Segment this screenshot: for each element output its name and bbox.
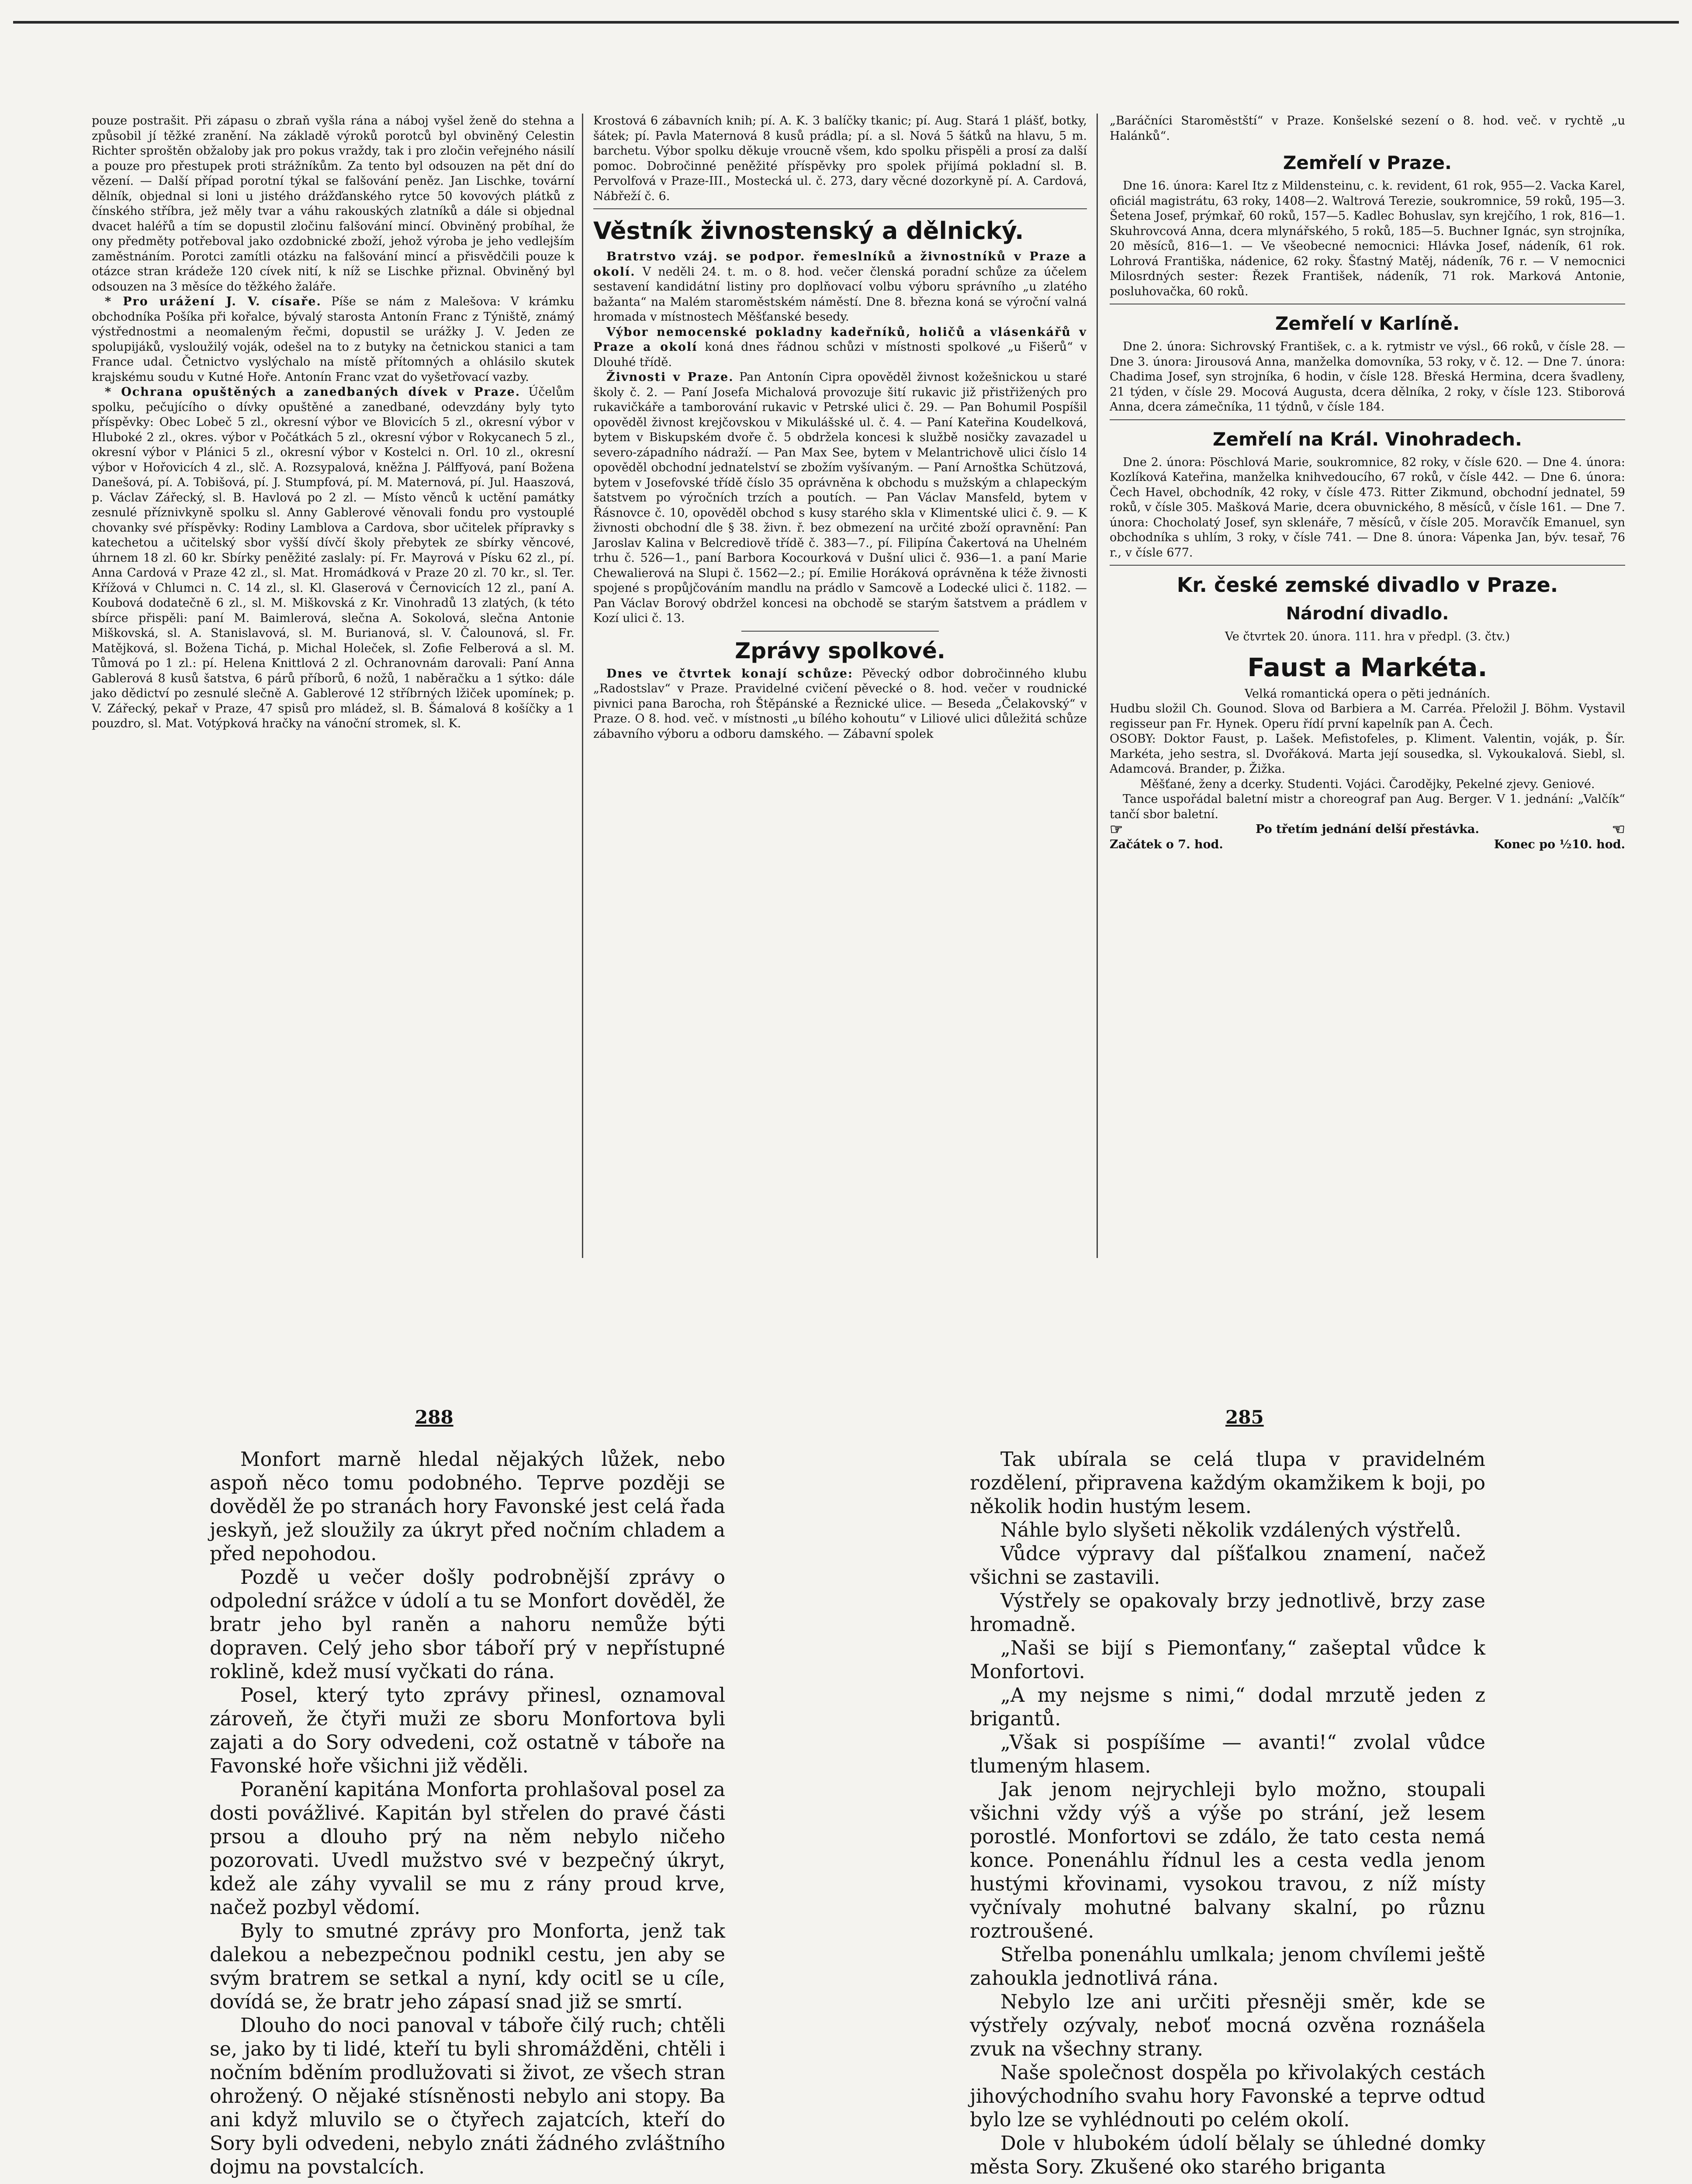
novel-paragraph: Naše společnost dospěla po křivolakých cestách jihovýchodního svahu hory Favonské a teprve odtud bylo lze se vyhlédnouti po celém okolí. <box>970 2062 1485 2131</box>
article-heading: Dnes ve čtvrtek konají schůze: <box>606 667 853 681</box>
theatre-desc: Velká romantická opera o pěti jednáních. <box>1244 687 1491 701</box>
theatre-cast: OSOBY: Doktor Faust, p. Lašek. Mefistofeles, p. Kliment. Valentin, voják, p. Šír. Markéta, jeho sestra, sl. Dvořáková. Marta její sousedka, sl. Vykoukalová. Siebl, sl. Adamcová. Brander, p. Žižka. <box>1110 732 1625 776</box>
theatre-credits: Hudbu složil Ch. Gounod. Slova od Barbiera a M. Carréa. Přeložil J. Böhm. Vystavil regisseur pan Fr. Hynek. Operu řídí první kapelník pan A. Čech. <box>1110 702 1625 731</box>
theatre-end: Konec po ½10. hod. <box>1494 837 1625 851</box>
theatre-date: Ve čtvrtek 20. února. 111. hra v předpl. (3. čtv.) <box>1225 630 1510 643</box>
article-paragraph <box>1110 339 1625 415</box>
novel-paragraph: Dlouho do noci panoval v táboře čilý ruch; chtěli se, jako by ti lidé, kteří tu byli shromážděni, chtěli i nočním bděním prodlužovati si život, ze všech stran ohrožený. O nějaké stísněnosti nebylo ani stopy. Ba ani když mluvilo se o čtyřech zajatcích, kteří do Sory byli odvedeni, nebylo znáti žádného zvláštního dojmu na povstalcích. <box>210 2015 725 2178</box>
novel-paragraph: Pozdě u večer došly podrobnější zprávy o odpolední srážce v údolí a tu se Monfort dověděl, že bratr jeho byl raněn a nahoru nemůže býti dopraven. Celý jeho sbor táboří prý v nepřístupné roklině, kdež musí vyčkati do rána. <box>210 1566 725 1683</box>
divider <box>741 631 939 632</box>
novel-paragraph: „Však si pospíšíme — avanti!“ zvolal vůdce tlumeným hlasem. <box>970 1731 1485 1777</box>
divider <box>593 208 1087 209</box>
novel-paragraph: Byly to smutné zprávy pro Monforta, jenž tak dalekou a nebezpečnou podnikl cestu, jen aby se svým bratrem se setkal a nyní, kdy ocitl se u cíle, dovídá se, že bratr jeho zápasí snad již se smrtí. <box>210 1920 725 2013</box>
theatre-play: Faust a Markéta. <box>1247 652 1488 682</box>
theatre-start: Začátek o 7. hod. <box>1110 837 1223 851</box>
article-text: Krostová 6 zábavních knih; pí. A. K. 3 balíčky tkanic; pí. Aug. Stará 1 plášť, botky, šátek; pí. Pavla Maternová 8 kusů prádla; pí. a sl. Nová 5 šátků na hlavu, 5 m. barchetu. Výbor spolku děkuje vroucně všem, kdo spolku přispěli a prosí za další pomoc. Dobročinné peněžité příspěvky pro spolek přijímá pokladní sl. B. Pervolfová v Praze-III., Mostecká ul. č. 273, dary věcné dozorkyně pí. A. Cardová, Nábřeží č. 6. <box>593 114 1087 203</box>
novel-paragraph: Poranění kapitána Monforta prohlašoval posel za dosti povážlivé. Kapitán byl střelen do pravé části prsou a dlouho prý na něm nebylo ničeho pozorovati. Uvedl mužstvo své v bezpečný úkryt, kdež ale záhy vyvalil se mu z rány proud krve, načež pozbyl vědomí. <box>210 1779 725 1919</box>
theatre-times <box>1110 837 1625 853</box>
novel-paragraph: Výstřely se opakovaly brzy jednotlivě, brzy zase hromadně. <box>970 1590 1485 1636</box>
column-divider <box>1097 114 1098 1258</box>
article-text: Pěvecký odbor dobročinného klubu „Radostslav“ v Praze. Pravidelné cvičení pěvecké o 8. hod. večer v roudnické pivnici pana Barocha, roh Štěpánské a Řeznické ulice. — Beseda „Čelakovský“ v Praze. O 8. hod. več. v místnosti „u bílého kohoutu“ v Liliové ulici důležitá schůze zábavního výboru a odboru damského. — Zábavní spolek <box>593 667 1087 741</box>
newspaper-section <box>92 114 1625 1258</box>
article-paragraph <box>1110 114 1625 144</box>
article-paragraph <box>593 114 1087 204</box>
article-text: Píše se nám z Malešova: V krámku obchodníka Pošíka při kořalce, bývalý starosta Antonín Franc z Týniště, známý výstřednostmi a neomaleným řečmi, dopustil se urážky J. V. Jeden ze spolupijáků, vysloužilý voják, odešel na to z butyky na četnickou stanici a tam France udal. Četnictvo vyslýchalo na místě přítomných a ohlásilo skutek krajskému soudu v Kutné Hoře. Antonín Franc vzat do vyšetřovací vazby. <box>92 295 574 384</box>
theatre-title: Kr. české zemské divadlo v Praze. <box>1176 573 1558 597</box>
article-text: koná dnes řádnou schůzi v místnosti spolkové „u Fišerů“ v Dlouhé třídě. <box>593 340 1087 369</box>
top-rule <box>13 21 1679 24</box>
article-text: Pan Antonín Cipra opověděl živnost kožešnickou u staré školy č. 2. — Paní Josefa Michalová provozuje šití rukavic již přistřižených pro rukavičkáře a tamborování rukavic v Petrské ulici č. 29. — Pan Bohumil Pospíšil opověděl živnost krejčovskou v Mikulášské ul. č. 4. — Paní Kateřina Koudelková, bytem v Biskupském dvoře č. 5 obdržela koncesi k službě nosičky zavazadel u severo-západního nádraží. — Pan Max See, bytem v Melantrichově ulici číslo 14 opověděl obchodní jednatelství se zbožím vyšívaným. — Paní Arnoštka Schützová, bytem v Josefovské třídě číslo 35 oprávněna k obchodu s mužským a chlapeckým šatstvem po výročních trzích a poutích. — Pan Václav Mansfeld, bytem v Řásnovce č. 10, opověděl obchod s kusy starého skla v Klimentské ulici č. 9. — K živnosti obchodní dle § 38. živn. ř. bez obmezení na určité zboží opravnění: Pan Jaroslav Kalina v Belcrediově třídě č. 383—7., pí. Filipína Čakertová na Uhelném trhu č. 526—1., paní Barbora Kocourková v Dušní ulici č. 936—1. a paní Marie Chewalierová na Slupi č. 1562—2.; pí. Emilie Horáková oprávněna k téže živnosti spojené s propůjčováním mandlu na prádlo v Samcově a Lodecké ulici č. 1182. — Pan Václav Borový obdržel koncesi na obchodě se starým šatstvem a prádlem v Kozí ulici č. 13. <box>593 370 1087 625</box>
novel-paragraph: Jak jenom nejrychleji bylo možno, stoupali všichni vždy výš a výše po strání, jež lesem porostlé. Monfortovi se zdálo, že tato cesta nemá konce. Ponenáhlu řídnul les a cesta vedla jenom hustými křovinami, vysokou travou, z níž místy vyčnívaly mohutné balvany skalní, po různu roztroušené. <box>970 1779 1485 1942</box>
theatre-extras: Měšťané, ženy a dcerky. Studenti. Vojáci. Čarodějky, Pekelné zjevy. Geniové. <box>1140 777 1595 791</box>
section-title-vinohrady: Zemřelí na Král. Vinohradech. <box>1213 428 1522 450</box>
novel-paragraph: Střelba ponenáhlu umlkala; jenom chvílemi ještě zahoukla jednotlivá rána. <box>970 1944 1485 1990</box>
theatre-pause: Po třetím jednání delší přestávka. <box>1256 822 1479 836</box>
page-number-right: 285 <box>1225 1406 1264 1428</box>
novel-paragraph: Vůdce výpravy dal píšťalkou znamení, načež všichni se zastavili. <box>970 1543 1485 1589</box>
article-paragraph <box>593 370 1087 626</box>
novel-section <box>0 1406 1692 2184</box>
article-text: Dne 16. února: Karel Itz z Mildensteinu, c. k. revident, 61 rok, 955—2. Vacka Karel, oficiál magistrátu, 63 roky, 1408—2. Waltrová Terezie, soukromnice, 59 roků, 195—3. Šetena Josef, prýmkař, 60 roků, 157—5. Kadlec Bohuslav, syn krejčího, 1 rok, 816—1. Skuhrovcová Anna, dcera mlynářského, 5 roků, 185—5. Buchner Ignác, syn strojníka, 20 měsíců, 816—1. — Ve všeobecné nemocnici: Hlávka Josef, nádeník, 61 rok. Lohrová Františka, nádenice, 62 roky. Šťastný Matěj, nádeník, 76 r. — V nemocnici Milosrdných sester: Řezek František, nádeník, 71 rok. Marková Antonie, posluhovačka, 60 roků. <box>1110 179 1625 298</box>
novel-paragraph: Tak ubírala se celá tlupa v pravidelném rozdělení, připravena každým okamžikem k boji, po několik hodin hustým lesem. <box>970 1448 1485 1518</box>
article-paragraph <box>92 385 574 732</box>
article-heading: * Pro urážení J. V. císaře. <box>105 295 322 308</box>
theatre-pause-row <box>1110 822 1625 837</box>
article-paragraph <box>593 325 1087 370</box>
section-title-karlin: Zemřelí v Karlíně. <box>1275 313 1460 334</box>
theatre-announcement <box>1110 572 1625 852</box>
section-title-spolky: Zprávy spolkové. <box>735 638 945 663</box>
article-heading: Bratrstvo vzáj. se podpor. řemeslníků a živnostníků v Praze a okolí. <box>593 250 1087 279</box>
theatre-subtitle: Národní divadlo. <box>1286 604 1449 624</box>
theatre-dance: Tance uspořádal baletní mistr a choreograf pan Aug. Berger. V 1. jednání: „Valčík“ tančí sbor baletní. <box>1110 792 1625 821</box>
article-paragraph <box>1110 179 1625 299</box>
article-heading: Výbor nemocenské pokladny kadeřníků, holičů a vlásenkářů v Praze a okolí <box>593 325 1087 354</box>
article-text: Dne 2. února: Sichrovský František, c. a k. rytmistr ve výsl., 66 roků, v čísle 28. — Dne 3. února: Jirousová Anna, manželka domovníka, 53 roky, v č. 12. — Dne 7. února: Chadima Josef, syn strojníka, 6 hodin, v čísle 128. Břeská Hermina, dcera švadleny, 21 týden, v čísle 29. Mocová Augusta, dcera dělníka, 2 roky, v čísle 123. Stiborová Anna, dcera zámečníka, 11 týdnů, v čísle 184. <box>1110 340 1625 414</box>
article-paragraph <box>92 114 574 294</box>
novel-column-left <box>210 1448 725 2179</box>
novel-paragraph: „Naši se bijí s Piemonťany,“ zašeptal vůdce k Monfortovi. <box>970 1637 1485 1683</box>
pointing-hand-icon: ☞ <box>1110 821 1123 838</box>
article-text: V neděli 24. t. m. o 8. hod. večer členská poradní schůze za účelem sestavení kandidátní listiny pro doplňovací volbu výboru správního „u zlatého bažanta“ na Malém staroměstském náměstí. Dne 8. března koná se výroční valná hromada v místnostech Měšťanské besedy. <box>593 265 1087 324</box>
article-text: Účelům spolku, pečujícího o dívky opuštěné a zanedbané, odevzdány byly tyto příspěvky: Obec Lobeč 5 zl., okresní výbor ve Blovicích 5 zl., okresní výbor v Hluboké 2 zl., okres. výbor v Počátkách 5 zl., okresní výbor v Rokycanech 5 zl., okresní výbor v Plánici 5 zl., okresní výbor v Kostelci n. Orl. 10 zl., okresní výbor v Hořovicích 4 zl., slč. A. Rozsypalová, kněžna J. Pálffyová, paní Božena Danešová, pí. A. Tobišová, pí. J. Stumpfová, pí. M. Maternová, pí. Jul. Haaszová, p. Václav Zářecký, sl. B. Havlová po 2 zl. — Místo věnců k uctění památky zesnulé příznivkyně spolku sl. Anny Gablerové věnovali fondu pro vystouplé chovanky své příspěvky: Rodiny Lamblova a Cardova, sbor učitelek přípravky s katechetou a učitelský sbor vyšší dívčí školy přebytek ze sbírky věncové, úhrnem 18 zl. 60 kr. Sbírky peněžité zaslaly: pí. Fr. Mayrová v Písku 62 zl., pí. Anna Cardová v Praze 42 zl., sl. Mat. Hromádková v Praze 20 zl. 70 kr., sl. Ter. Křížová v Chlumci n. C. 14 zl., sl. Kl. Glaserová v Černovicích 12 zl., paní A. Koubová dodatečně 6 zl., sl. M. Miškovská z Kr. Vinohradů 13 zlatých, (k této sbírce přispěli: paní M. Baimlerová, slečna A. Sokolová, slečna Antonie Miškovská, sl. A. Stanislavová, sl. M. Burianová, sl. V. Čalounová, sl. Fr. Matějková, sl. Božena Tichá, p. Michal Holeček, sl. Zofie Felberová a sl. M. Tůmová po 1 zl.: pí. Helena Knittlová 2 zl. Ochranovnám darovali: Paní Anna Gablerová 8 kusů šatstva, 6 párů příborů, 6 nožů, 1 naběračku a 1 sýtko: dále jako dědictví po zesnulé slečně A. Gablerové 12 stříbrných lžiček upomínek; p. V. Zářecký, pekař v Praze, 47 spisů pro mládež, sl. B. Šámalová 8 košíčky a 1 pouzdro, sl. Mat. Votýpková hračky na vánoční stromek, sl. K. <box>92 385 574 730</box>
article-heading: * Ochrana opuštěných a zanedbaných dívek v Praze. <box>105 385 521 399</box>
article-text: pouze postrašit. Při zápasu o zbraň vyšla rána a náboj vyšel ženě do stehna a způsobil jí těžké zranění. Na základě výroků porotců byl obviněný Celestin Richter sproštěn obžaloby jak pro pokus vraždy, tak i pro zločin veřejného násilí a pouze pro přestupek proti strážníkům. Za tento byl odsouzen na pět dní do vězení. — Další případ porotní týkal se falšování peněz. Jan Lischke, tovární dělník, objednal si loni u jistého drážďanského rytce 50 kovových plátků z čínského stříbra, jež měly tvar a váhu rakouských zlatníků a dále si objednal dvacet haléřů a tím se dopustil zločinu falšování mincí. Obviněný probíhal, že ony předměty potřeboval jako ozdobnické zboží, jehož výroba je jeho vedlejším zaměstnáním. Porotci zamítli otázku na falšování mincí a přisvědčili pouze k otázce stran krádeže 120 cívek nití, k níž se Lischke přiznal. Obviněný byl odsouzen na 3 měsíce do těžkého žaláře. <box>92 114 574 294</box>
novel-paragraph: Náhle bylo slyšeti několik vzdálených výstřelů. <box>1000 1519 1461 1541</box>
section-title-praha: Zemřelí v Praze. <box>1283 152 1452 173</box>
article-paragraph <box>92 294 574 385</box>
novel-paragraph: Monfort marně hledal nějakých lůžek, nebo aspoň něco tomu podobného. Teprve později se dověděl že po stranách hory Favonské jest celá řada jeskyň, jež sloužily za úkryt před nočním chladem a před nepohodou. <box>210 1448 725 1565</box>
novel-paragraph: Nebylo lze ani určiti přesněji směr, kde se výstřely ozývaly, neboť mocná ozvěna roznášela zvuk na všechny strany. <box>970 1991 1485 2060</box>
article-paragraph <box>593 667 1087 742</box>
novel-paragraph: „A my nejsme s nimi,“ dodal mrzutě jeden z brigantů. <box>970 1684 1485 1730</box>
column-divider <box>582 114 583 1258</box>
divider <box>1110 565 1625 566</box>
page-number-left: 288 <box>415 1406 453 1428</box>
novel-column-right <box>970 1448 1485 2179</box>
article-paragraph <box>1110 455 1625 561</box>
section-title-vestnik: Věstník živnostenský a dělnický. <box>593 217 1024 245</box>
article-paragraph <box>593 249 1087 325</box>
novel-paragraph: Dole v hlubokém údolí bělaly se úhledné domky města Sory. Zkušené oko starého briganta <box>970 2132 1485 2178</box>
divider <box>1110 419 1625 420</box>
pointing-hand-icon: ☜ <box>1612 821 1625 838</box>
column-1 <box>92 114 574 732</box>
column-3 <box>1110 114 1625 852</box>
novel-paragraph: Posel, který tyto zprávy přinesl, oznamoval zároveň, že čtyři muži ze sboru Monfortova byli zajati a do Sory odvedeni, což ostatně v táboře na Favonské hoře všichni již věděli. <box>210 1684 725 1777</box>
article-text: Dne 2. února: Pöschlová Marie, soukromnice, 82 roky, v čísle 620. — Dne 4. února: Kozlíková Kateřina, manželka knihvedoucího, 67 roků, v čísle 442. — Dne 6. února: Čech Havel, obchodník, 42 roky, v čísle 473. Ritter Zikmund, obchodní jednatel, 59 roků, v čísle 305. Mašková Marie, dcera obuvnického, 8 měsíců, v čísle 161. — Dne 7. února: Chocholatý Josef, syn sklenáře, 7 měsíců, v čísle 205. Moravčík Emanuel, syn obchodníka s uhlím, 3 roky, v čísle 741. — Dne 8. února: Vápenka Jan, býv. tesař, 76 r., v čísle 677. <box>1110 455 1625 560</box>
article-heading: Živnosti v Praze. <box>606 370 734 384</box>
article-text: „Baráčníci Staroměstští“ v Praze. Konšelské sezení o 8. hod. več. v rychtě „u Halánků“. <box>1110 114 1625 143</box>
column-2 <box>593 114 1087 742</box>
